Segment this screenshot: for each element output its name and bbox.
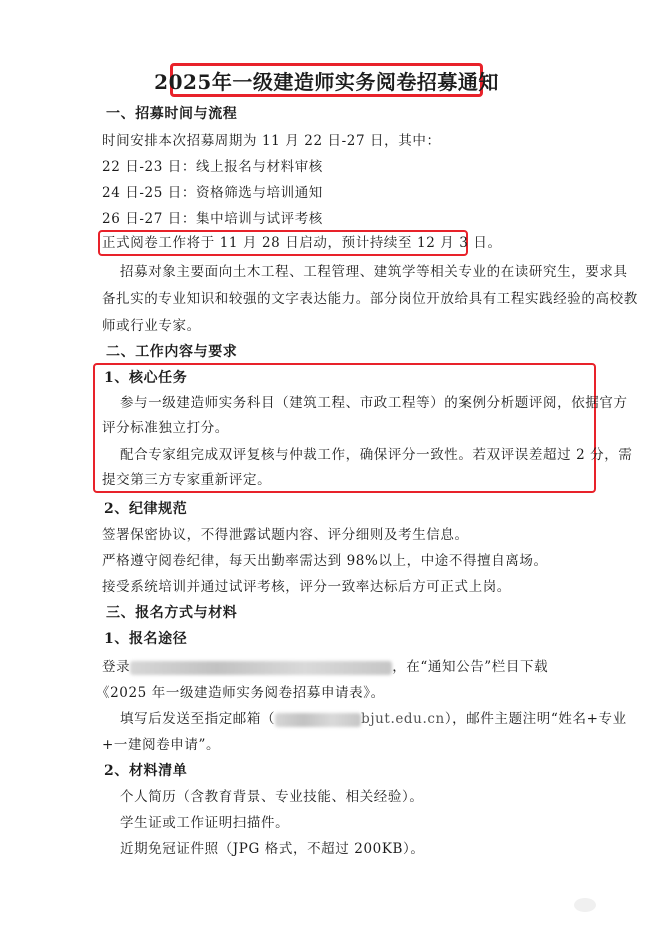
section1-heading: 一、招募时间与流程 xyxy=(106,106,238,122)
core-task-heading: 1、核心任务 xyxy=(104,370,188,386)
redacted-website xyxy=(130,661,392,675)
route-heading: 1、报名途径 xyxy=(104,631,188,647)
redacted-email xyxy=(275,713,361,727)
route-line-3 xyxy=(120,709,627,729)
core-task-line-4: 提交第三方专家重新评定。 xyxy=(102,472,272,488)
materials-item-3: 近期免冠证件照（JPG 格式，不超过 200KB）。 xyxy=(120,841,425,857)
route-line-1 xyxy=(102,657,548,677)
section1-intro: 时间安排本次招募周期为 11 月 22 日-27 日，其中： xyxy=(102,133,441,149)
discipline-line-3: 接受系统培训并通过试评考核，评分一致率达标后方可正式上岗。 xyxy=(102,579,511,595)
core-task-line-1: 参与一级建造师实务科目（建筑工程、市政工程等）的案例分析题评阅，依据官方 xyxy=(120,395,628,411)
formal-start-notice: 正式阅卷工作将于 11 月 28 日启动，预计持续至 12 月 3 日。 xyxy=(102,235,502,251)
route-line-1-suffix: ，在“通知公告”栏目下载 xyxy=(392,659,549,675)
discipline-line-1: 签署保密协议，不得泄露试题内容、评分细则及考生信息。 xyxy=(102,527,469,543)
title-highlight-box xyxy=(154,63,499,97)
page-title: 2025年一级建造师实务阅卷招募通知 xyxy=(154,69,499,94)
target-paragraph-line-3: 师或行业专家。 xyxy=(102,318,201,334)
watermark-mark xyxy=(574,898,596,912)
schedule-step-1: 22 日-23 日：线上报名与材料审核 xyxy=(102,159,323,175)
materials-item-1: 个人简历（含教育背景、专业技能、相关经验）。 xyxy=(120,789,424,805)
schedule-step-2: 24 日-25 日：资格筛选与培训通知 xyxy=(102,185,323,201)
target-paragraph-line-1: 招募对象主要面向土木工程、工程管理、建筑学等相关专业的在读研究生，要求具 xyxy=(120,264,628,280)
discipline-heading: 2、纪律规范 xyxy=(104,501,188,517)
schedule-step-3: 26 日-27 日：集中培训与试评考核 xyxy=(102,211,323,227)
route-line-3-domain: bjut.edu.cn xyxy=(361,711,445,727)
discipline-line-2: 严格遵守阅卷纪律，每天出勤率需达到 98%以上，中途不得擅自离场。 xyxy=(102,553,548,569)
core-task-line-3: 配合专家组完成双评复核与仲裁工作，确保评分一致性。若双评误差超过 2 分，需 xyxy=(120,447,633,463)
target-paragraph-line-2: 备扎实的专业知识和较强的文字表达能力。部分岗位开放给具有工程实践经验的高校教 xyxy=(102,291,638,307)
route-line-2: 《2025 年一级建造师实务阅卷招募申请表》。 xyxy=(96,685,385,701)
route-line-1-prefix: 登录 xyxy=(102,659,131,675)
core-task-line-2: 评分标准独立打分。 xyxy=(102,420,229,436)
route-line-4: +一建阅卷申请”。 xyxy=(102,737,221,753)
section3-heading: 三、报名方式与材料 xyxy=(106,605,238,621)
route-line-3-suffix: ），邮件主题注明“姓名+专业 xyxy=(444,711,627,727)
route-line-3-prefix: 填写后发送至指定邮箱（ xyxy=(120,711,276,727)
section2-heading: 二、工作内容与要求 xyxy=(106,344,238,360)
materials-heading: 2、材料清单 xyxy=(104,763,188,779)
materials-item-2: 学生证或工作证明扫描件。 xyxy=(120,815,290,831)
